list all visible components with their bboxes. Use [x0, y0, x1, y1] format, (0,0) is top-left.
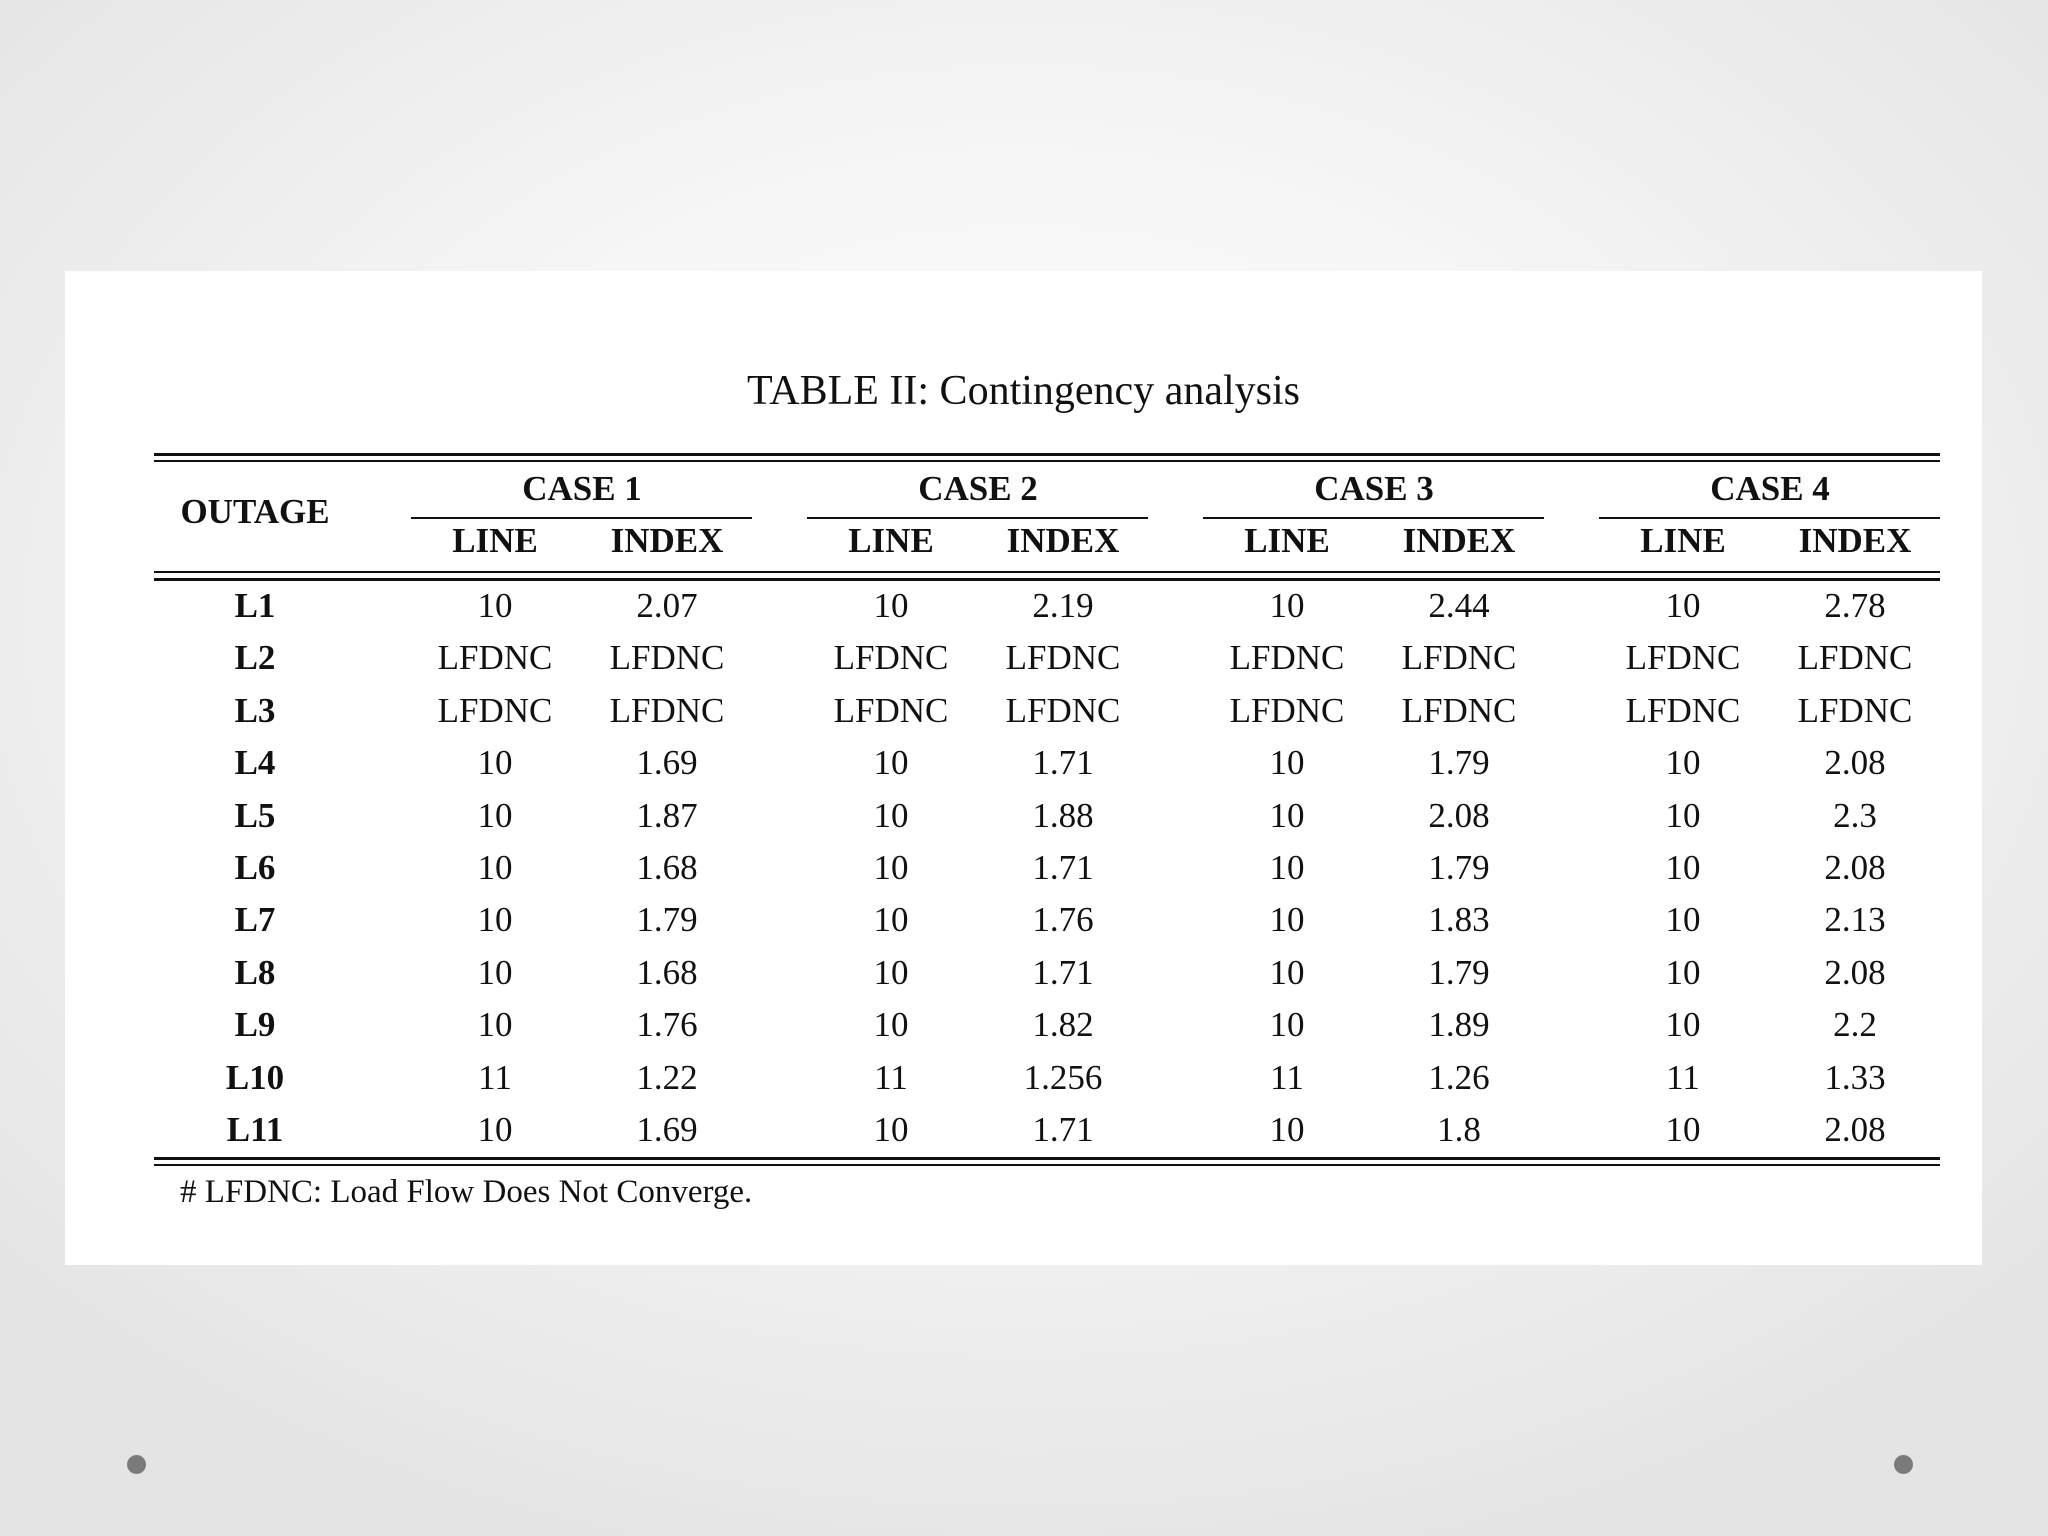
index-cell: LFDNC — [1005, 690, 1121, 730]
outage-cell: L6 — [234, 848, 276, 887]
index-cell: 2.13 — [1824, 900, 1886, 940]
table-rule — [154, 1157, 1940, 1160]
outage-cell: L4 — [234, 743, 276, 783]
index-cell: LFDNC — [1797, 690, 1913, 730]
line-cell: 10 — [1269, 743, 1305, 783]
index-cell: 2.3 — [1833, 795, 1877, 835]
index-cell: LFDNC — [1401, 690, 1517, 730]
index-cell: 2.07 — [636, 586, 698, 625]
outage-header: OUTAGE — [180, 492, 330, 531]
line-cell: LFDNC — [437, 638, 553, 678]
index-cell: 1.79 — [1428, 848, 1490, 887]
table-rule — [154, 1164, 1940, 1166]
line-subheader: LINE — [1640, 521, 1726, 560]
table-title: TABLE II: Contingency analysis — [746, 368, 1301, 414]
line-cell: LFDNC — [1625, 690, 1741, 730]
case-header: CASE 3 — [1314, 469, 1434, 508]
line-cell: 10 — [873, 795, 909, 835]
slide-panel — [65, 271, 1982, 1265]
index-subheader: INDEX — [1006, 521, 1120, 560]
index-cell: 1.69 — [636, 1110, 698, 1149]
line-cell: 10 — [477, 586, 513, 625]
index-cell: 2.08 — [1428, 795, 1490, 835]
line-cell: 10 — [477, 900, 513, 940]
index-cell: 2.08 — [1824, 743, 1886, 783]
outage-cell: L11 — [226, 1110, 284, 1149]
line-cell: 10 — [1269, 1110, 1305, 1149]
table-rule — [154, 460, 1940, 462]
line-cell: 10 — [1269, 1005, 1305, 1045]
line-cell: 10 — [477, 743, 513, 783]
line-subheader: LINE — [1244, 521, 1330, 560]
index-cell: 1.88 — [1032, 795, 1094, 835]
case-header: CASE 1 — [522, 469, 642, 508]
line-cell: 10 — [1665, 1110, 1701, 1149]
index-cell: 1.87 — [636, 795, 698, 835]
line-subheader: LINE — [848, 521, 934, 560]
case-header: CASE 2 — [918, 469, 1038, 508]
line-cell: 10 — [1665, 1005, 1701, 1045]
index-cell: 1.79 — [636, 900, 698, 940]
line-cell: LFDNC — [1229, 690, 1345, 730]
outage-cell: L10 — [225, 1057, 285, 1097]
index-cell: 2.78 — [1824, 586, 1886, 625]
index-cell: 1.8 — [1437, 1110, 1481, 1149]
line-subheader: LINE — [452, 521, 538, 560]
line-cell: 10 — [1269, 586, 1305, 625]
line-cell: LFDNC — [1229, 638, 1345, 678]
line-cell: 10 — [477, 848, 513, 887]
case-header: CASE 4 — [1710, 469, 1830, 508]
line-cell: 10 — [1269, 952, 1305, 992]
index-cell: 1.71 — [1032, 743, 1094, 783]
case-header-rule — [1203, 517, 1544, 519]
line-cell: 10 — [1665, 743, 1701, 783]
index-cell: 1.76 — [1032, 900, 1094, 940]
line-cell: 11 — [1666, 1057, 1700, 1097]
line-cell: 10 — [1665, 952, 1701, 992]
outage-cell: L2 — [234, 638, 276, 678]
index-cell: 1.76 — [636, 1005, 698, 1045]
index-subheader: INDEX — [610, 521, 724, 560]
index-cell: 2.08 — [1824, 1110, 1886, 1149]
index-cell: 2.19 — [1032, 586, 1094, 625]
line-cell: 11 — [478, 1057, 512, 1097]
outage-cell: L9 — [234, 1005, 276, 1045]
line-cell: 10 — [1665, 795, 1701, 835]
index-cell: LFDNC — [609, 638, 725, 678]
line-cell: 10 — [1665, 848, 1701, 887]
line-cell: 10 — [873, 1110, 909, 1149]
index-cell: 1.79 — [1428, 743, 1490, 783]
index-cell: LFDNC — [609, 690, 725, 730]
outage-cell: L7 — [234, 900, 276, 940]
index-cell: 1.89 — [1428, 1005, 1490, 1045]
table-rule — [154, 453, 1940, 456]
index-cell: 1.69 — [636, 743, 698, 783]
table-rule — [154, 578, 1940, 581]
line-cell: 10 — [477, 1110, 513, 1149]
index-cell: 2.08 — [1824, 952, 1886, 992]
nav-dot-right[interactable] — [1894, 1455, 1913, 1474]
line-cell: 10 — [1269, 900, 1305, 940]
index-cell: 1.33 — [1824, 1057, 1886, 1097]
nav-dot-left[interactable] — [127, 1455, 146, 1474]
index-cell: 2.44 — [1428, 586, 1490, 625]
index-cell: 1.71 — [1032, 1110, 1094, 1149]
line-cell: 10 — [1665, 900, 1701, 940]
index-cell: LFDNC — [1005, 638, 1121, 678]
line-cell: 10 — [873, 900, 909, 940]
line-cell: LFDNC — [437, 690, 553, 730]
index-cell: 1.26 — [1428, 1057, 1490, 1097]
index-cell: 1.71 — [1032, 848, 1094, 887]
index-cell: 2.08 — [1824, 848, 1886, 887]
case-header-rule — [1599, 517, 1940, 519]
line-cell: 10 — [477, 795, 513, 835]
outage-cell: L8 — [234, 952, 276, 992]
line-cell: 10 — [1665, 586, 1701, 625]
case-header-rule — [411, 517, 752, 519]
line-cell: 10 — [873, 952, 909, 992]
index-cell: 2.2 — [1833, 1005, 1877, 1045]
index-cell: 1.68 — [636, 952, 698, 992]
line-cell: LFDNC — [1625, 638, 1741, 678]
outage-cell: L1 — [234, 586, 276, 625]
table-footnote: # LFDNC: Load Flow Does Not Converge. — [180, 1174, 753, 1210]
index-cell: 1.256 — [1023, 1057, 1103, 1097]
index-cell: 1.71 — [1032, 952, 1094, 992]
outage-cell: L5 — [234, 795, 276, 835]
line-cell: 10 — [873, 848, 909, 887]
index-cell: 1.22 — [636, 1057, 698, 1097]
index-cell: 1.68 — [636, 848, 698, 887]
line-cell: LFDNC — [833, 690, 949, 730]
line-cell: LFDNC — [833, 638, 949, 678]
index-cell: 1.79 — [1428, 952, 1490, 992]
index-cell: 1.83 — [1428, 900, 1490, 940]
index-cell: LFDNC — [1401, 638, 1517, 678]
index-subheader: INDEX — [1798, 521, 1912, 560]
line-cell: 10 — [477, 1005, 513, 1045]
line-cell: 11 — [874, 1057, 908, 1097]
outage-cell: L3 — [234, 690, 276, 730]
index-subheader: INDEX — [1402, 521, 1516, 560]
line-cell: 10 — [1269, 795, 1305, 835]
line-cell: 11 — [1270, 1057, 1304, 1097]
table-rule — [154, 571, 1940, 573]
line-cell: 10 — [873, 586, 909, 625]
line-cell: 10 — [873, 743, 909, 783]
index-cell: 1.82 — [1032, 1005, 1094, 1045]
case-header-rule — [807, 517, 1148, 519]
index-cell: LFDNC — [1797, 638, 1913, 678]
line-cell: 10 — [1269, 848, 1305, 887]
line-cell: 10 — [477, 952, 513, 992]
line-cell: 10 — [873, 1005, 909, 1045]
